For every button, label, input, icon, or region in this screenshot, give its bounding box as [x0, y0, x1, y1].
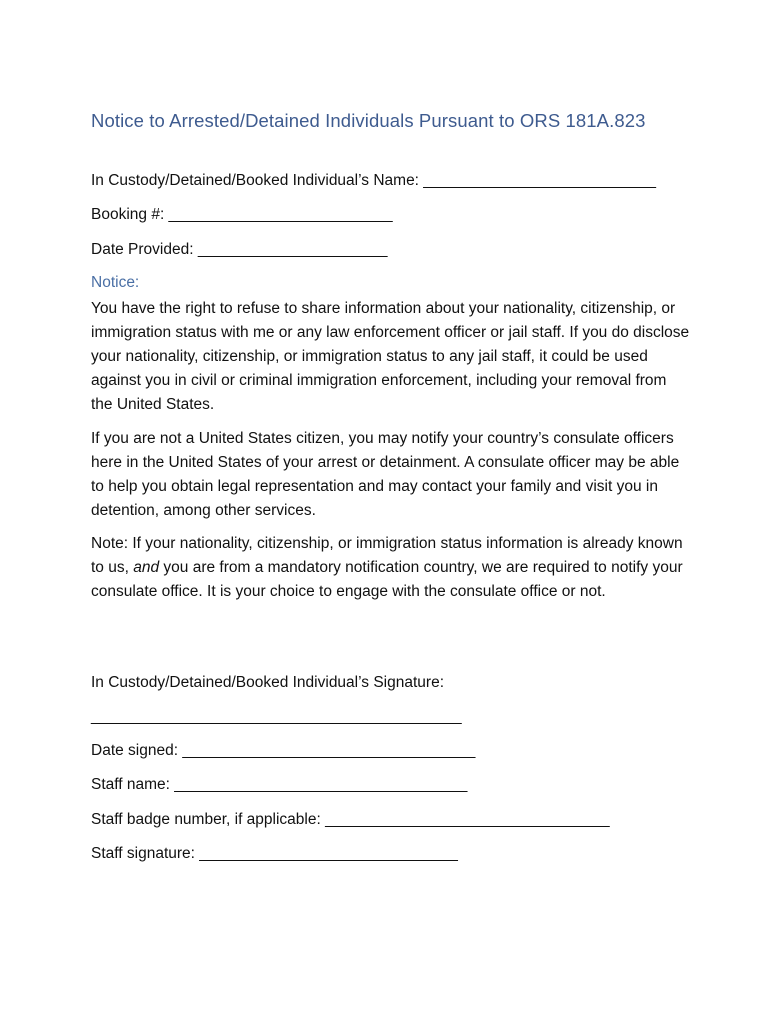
signature-label: In Custody/Detained/Booked Individual’s Signature:	[91, 674, 444, 691]
note-text-emphasis: and	[133, 559, 160, 576]
notice-heading: Notice:	[91, 274, 140, 291]
page-title: Notice to Arrested/Detained Individuals Pursuant to ORS 181A.823	[91, 110, 646, 131]
note-text-start: Note: If your nationality, citizenship, or immigration status information is already known to us,	[91, 535, 683, 576]
booking-number-field: Booking #: __________________________	[91, 206, 393, 223]
notice-paragraph-rights: You have the right to refuse to share information about your nationality, citizenship, or immigration status with me or any law enforcement officer or jail staff. If you do disclose your nationality, citizenship, or immigration status to any jail staff, it could be used against you in civil or criminal immigration enforcement, including your removal from the United States.	[91, 300, 690, 413]
signature-blank-line: ___________________________________________	[91, 708, 462, 725]
staff-badge-field: Staff badge number, if applicable: _________________________________	[91, 811, 610, 828]
date-provided-field: Date Provided: ______________________	[91, 241, 388, 258]
note-text-end: you are from a mandatory notification country, we are required to notify your consulate office. It is your choice to engage with the consulate office or not.	[91, 559, 683, 600]
notice-paragraph-consulate: If you are not a United States citizen, you may notify your country’s consulate officers here in the United States of your arrest or detainment. A consulate officer may be able to help you obtain legal representation and may contact your family and visit you in detention, among other services.	[91, 430, 680, 519]
individual-name-field: In Custody/Detained/Booked Individual’s Name: ___________________________	[91, 172, 657, 189]
notice-paragraph-note	[91, 532, 691, 604]
date-signed-field: Date signed: __________________________________	[91, 742, 476, 759]
staff-name-field: Staff name: __________________________________	[91, 776, 468, 793]
staff-signature-field: Staff signature: ______________________________	[91, 845, 458, 862]
